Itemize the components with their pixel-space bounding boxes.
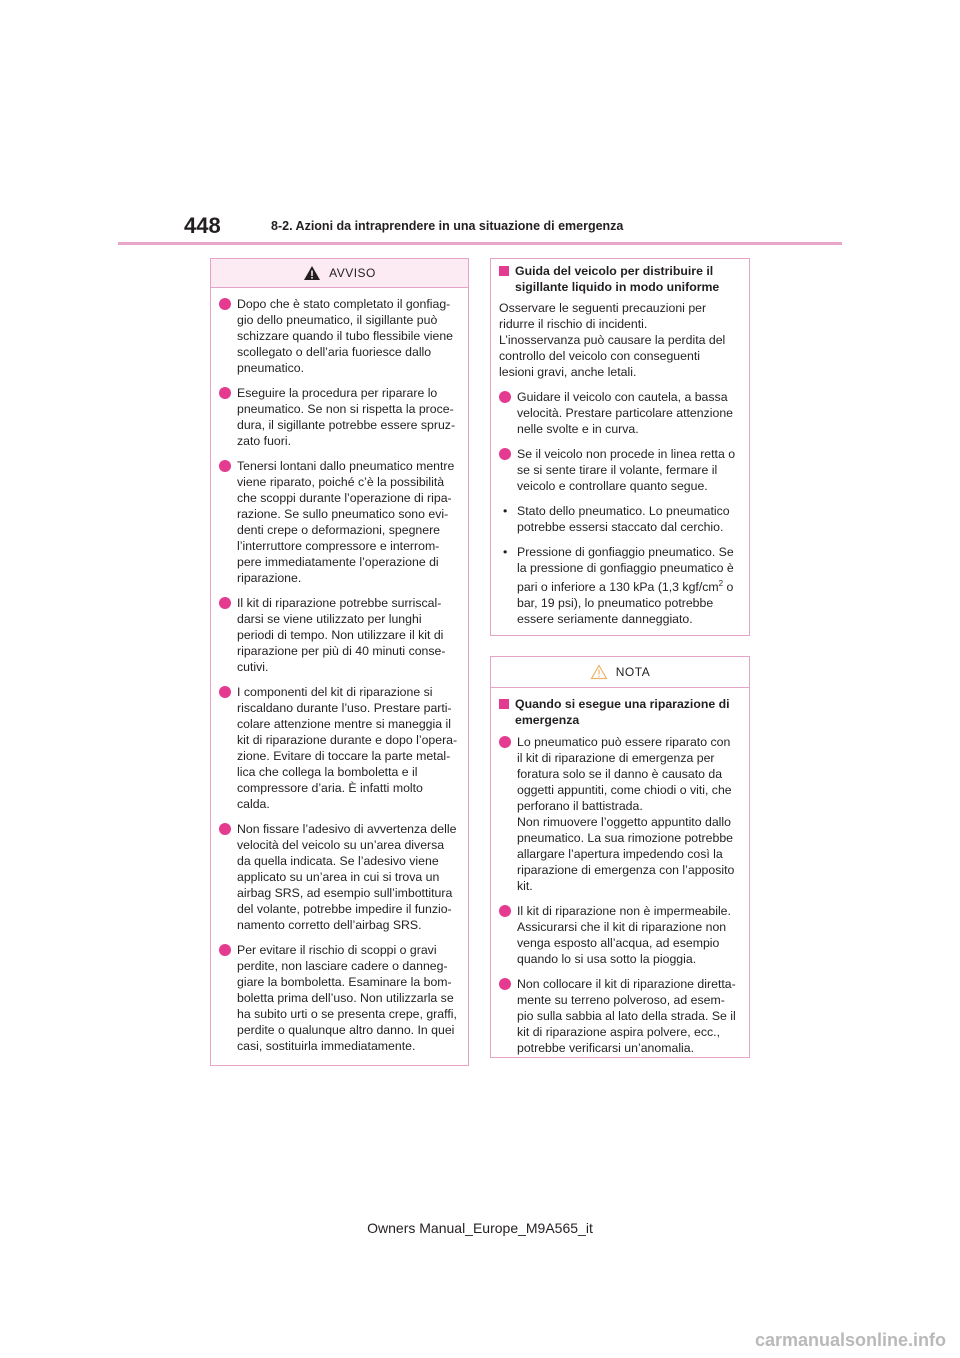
bullet-icon xyxy=(219,387,231,399)
superscript: 2 xyxy=(718,579,724,588)
check-item-text-part: Pressione di gonfiaggio pneumatico. Se la pressione di gonfiaggio pneumatico è xyxy=(517,545,734,575)
list-item xyxy=(499,446,739,494)
driving-heading-text: Guida del veicolo per distribuire il sigillante liquido in modo uniforme xyxy=(515,264,720,294)
list-item-text: Per evitare il rischio di scoppi o gravi perdite, non lasciare cadere o danneg- giare la bomboletta. Esaminare la bom- boletta prima dell’uso. Non utilizzarla se ha subito urti o se presenta crepe, graffi, perdite o qualunque altro danno. In quei casi, sostituirla immediatamente. xyxy=(237,943,457,1053)
bullet-icon xyxy=(499,736,511,748)
square-bullet-icon xyxy=(499,266,509,276)
note-heading xyxy=(499,696,739,728)
bullet-icon xyxy=(499,905,511,917)
dot-bullet: • xyxy=(503,504,508,518)
list-item-text: Il kit di riparazione potrebbe surriscal- darsi se viene utilizzato per lunghi periodi di tempo. Non utilizzare il kit di riparazione per più di 40 minuti conse- cutivi. xyxy=(237,596,446,674)
bullet-icon xyxy=(219,823,231,835)
list-item xyxy=(219,385,458,449)
header-rule xyxy=(118,242,842,245)
list-item-text: Tenersi lontani dallo pneumatico mentre viene riparato, poiché c’è la possibilità che scoppi durante l’operazione di ripa- razione. Se sullo pneumatico sono evi- denti crepe o deformazioni, spegnere l’interruttore compressore e interrom- pere immediatamente l’operazione di riparazione. xyxy=(237,459,455,585)
bullet-icon xyxy=(499,391,511,403)
warning-triangle-icon xyxy=(303,265,321,281)
list-item-text: I componenti del kit di riparazione si riscaldano durante l’uso. Prestare parti- colare attenzione mentre si maneggia il kit di riparazione durante e dopo l’opera- zione. Evitare di toccare la parte metal- lica che collega la bomboletta e il compressore d’aria. È infatti molto calda. xyxy=(237,685,458,811)
check-item-text: Stato dello pneumatico. Lo pneumatico potrebbe essersi staccato dal cerchio. xyxy=(517,504,730,534)
dot-bullet: • xyxy=(503,545,508,559)
page-number: 448 xyxy=(184,213,221,238)
list-item xyxy=(219,458,458,586)
bullet-icon xyxy=(219,686,231,698)
check-item-text-part: pari o inferiore a 130 kPa (1,3 kgf/cm xyxy=(517,580,719,595)
list-item xyxy=(219,296,458,376)
check-item xyxy=(499,503,739,535)
driving-heading xyxy=(499,263,739,295)
list-item xyxy=(219,942,458,1054)
square-bullet-icon xyxy=(499,699,509,709)
list-item xyxy=(499,389,739,437)
list-item-text: Il kit di riparazione non è impermeabile. Assicurarsi che il kit di riparazione non venga esposto all’acqua, ad esempio quando lo si usa sotto la pioggia. xyxy=(517,904,731,966)
list-item-text: Dopo che è stato completato il gonfiag- gio dello pneumatico, il sigillante può schizzare quando il tubo flessibile viene scollegato o dell’aria fuoriesce dallo pneumatico. xyxy=(237,297,454,375)
list-item xyxy=(219,595,458,675)
driving-box xyxy=(490,258,750,636)
check-item-text-part: o xyxy=(723,580,734,595)
list-item-text: Non fissare l’adesivo di avvertenza delle velocità del veicolo su un’area diversa da quella indicata. Se l’adesivo viene applicato su un’area in cui si trova un airbag SRS, ad esempio sull’imbottitura del volante, potrebbe impedire il funzio- namento corretto dell’airbag SRS. xyxy=(237,822,457,932)
note-heading-text: Quando si esegue una riparazione di emergenza xyxy=(515,697,730,727)
bullet-icon xyxy=(219,298,231,310)
list-item-text: Non collocare il kit di riparazione diretta- mente su terreno polveroso, ad esem- pio sulla sabbia al lato della strada. Se il kit di riparazione aspira polvere, ecc., potrebbe verificarsi un’anomalia. xyxy=(517,977,736,1055)
section-title: 8-2. Azioni da intraprendere in una situazione di emergenza xyxy=(271,219,624,233)
list-item xyxy=(499,734,739,894)
warning-box xyxy=(210,258,469,1066)
note-box-body xyxy=(491,688,749,1073)
check-item-text-part: bar, 19 psi), lo pneumatico potrebbe essere seriamente danneggiato. xyxy=(517,596,714,627)
list-item xyxy=(219,684,458,812)
watermark: carmanualsonline.info xyxy=(754,1330,946,1350)
note-box-header xyxy=(491,657,749,688)
bullet-icon xyxy=(499,448,511,460)
bullet-icon xyxy=(219,597,231,609)
note-box-title: NOTA xyxy=(615,665,651,679)
check-item xyxy=(499,544,739,627)
bullet-icon xyxy=(499,978,511,990)
list-item-text: Lo pneumatico può essere riparato con il kit di riparazione di emergenza per foratura solo se il danno è causato da oggetti appuntiti, come chiodi o viti, che perforano il battistrada. Non rimuovere l’oggetto appuntito dallo pneumatico. La sua rimozione potrebbe allargare l’apertura impedendo così la riparazione di emergenza con l’apposito kit. xyxy=(517,735,735,893)
driving-box-body xyxy=(491,259,749,644)
driving-intro: Osservare le seguenti precauzioni per ridurre il rischio di incidenti. L’inosservanza può causare la perdita del controllo del veicolo con conseguenti lesioni gravi, anche letali. xyxy=(499,301,726,379)
list-item xyxy=(499,903,739,967)
check-item-text xyxy=(517,544,734,627)
list-item-text: Se il veicolo non procede in linea retta o se si sente tirare il volante, fermare il veicolo e controllare quanto segue. xyxy=(517,447,736,493)
warning-box-title: AVVISO xyxy=(329,266,376,280)
list-item xyxy=(219,821,458,933)
warning-box-header xyxy=(211,259,468,288)
bullet-icon xyxy=(219,460,231,472)
footer-text: Owners Manual_Europe_M9A565_it xyxy=(367,1220,593,1236)
list-item-text: Guidare il veicolo con cautela, a bassa velocità. Prestare particolare attenzione nelle svolte e in curva. xyxy=(517,390,733,436)
caution-triangle-icon xyxy=(590,664,608,680)
list-item xyxy=(499,976,739,1056)
list-item-text: Eseguire la procedura per riparare lo pneumatico. Se non si rispetta la proce- dura, il sigillante potrebbe essere spruz- zato fuori. xyxy=(237,386,456,448)
warning-box-body xyxy=(211,288,468,1071)
bullet-icon xyxy=(219,944,231,956)
note-box xyxy=(490,656,750,1058)
